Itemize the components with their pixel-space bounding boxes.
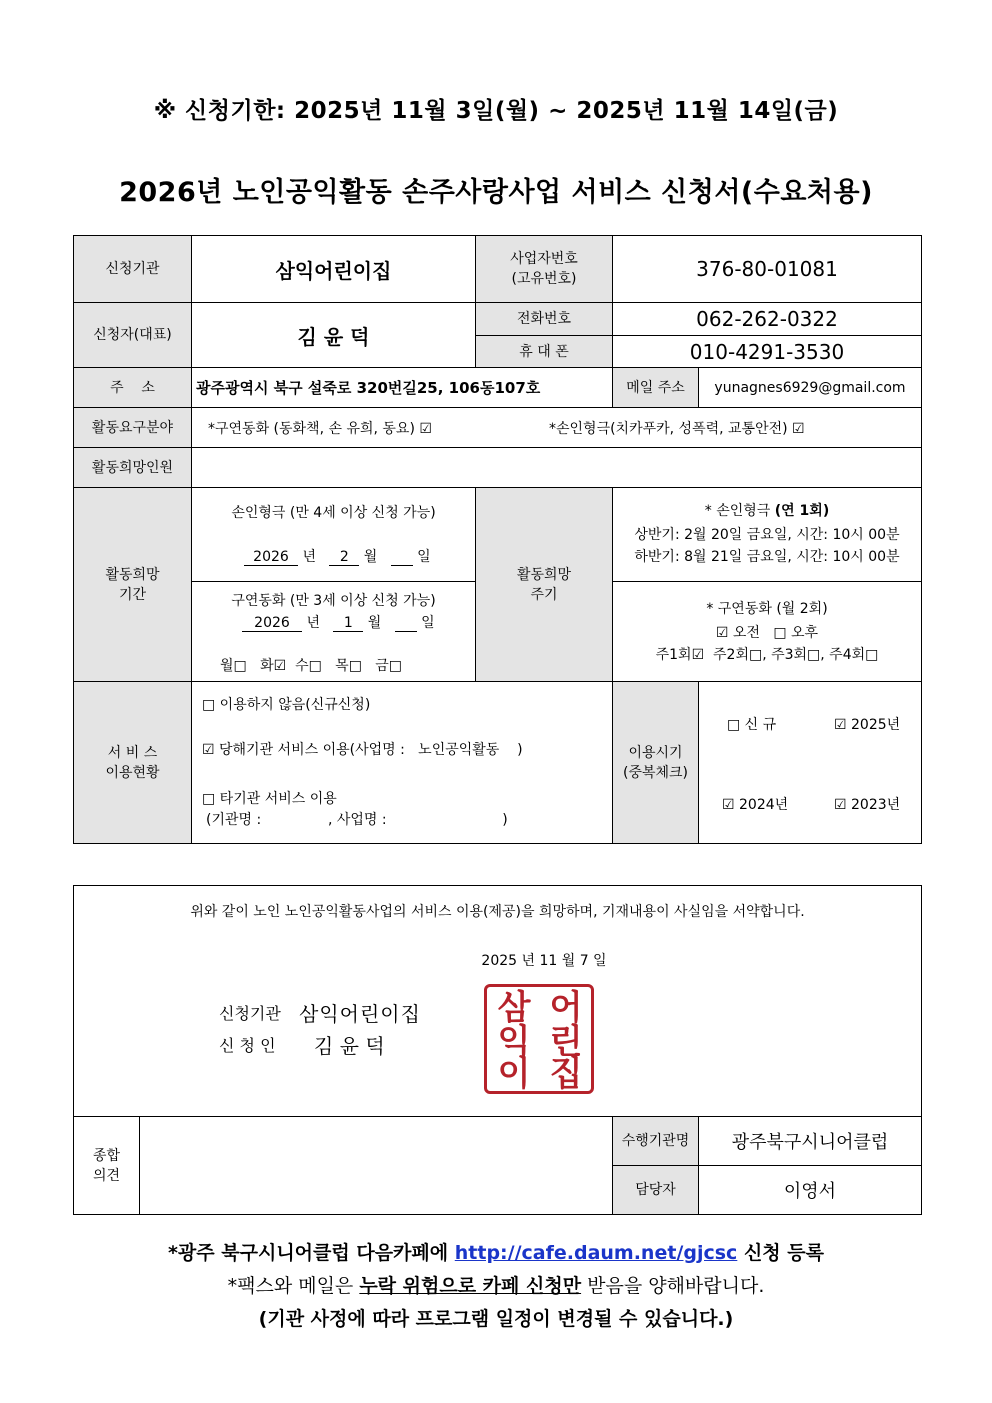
period-label <box>73 487 192 682</box>
period-label-line2: 기간 <box>118 586 147 603</box>
puppet-period-date <box>244 546 431 566</box>
email-value[interactable]: yunagnes6929@gmail.com <box>698 367 922 408</box>
form-title: 2026년 노인공익활동 손주사랑사업 서비스 신청서(수요처용) <box>119 177 873 208</box>
story-period-cell <box>191 581 476 682</box>
usage-label-line1: 이용시기 <box>628 744 683 761</box>
service-other-agency-detail[interactable]: (기관명 : , 사업명 : ) <box>206 812 508 828</box>
usage-2025-checkbox[interactable]: ☑ 2025년 <box>834 717 901 733</box>
service-option-none[interactable]: □ 이용하지 않음(신규신청) <box>202 697 371 713</box>
cycle-label-line2: 주기 <box>530 586 558 603</box>
puppet-year-field[interactable]: 2026 <box>244 549 298 566</box>
footer-line-2-suffix: 받음을 양해바랍니다. <box>581 1275 765 1297</box>
opinion-label-line2: 의견 <box>92 1167 121 1184</box>
applicant-label: 신청자(대표) <box>73 302 192 368</box>
pledge-org-value: 삼익어린이집 <box>299 1002 421 1026</box>
footer-line-2-prefix: *팩스와 메일은 <box>227 1275 360 1297</box>
address-value[interactable]: 광주광역시 북구 설죽로 320번길25, 106동107호 <box>191 367 613 408</box>
email-label: 메일 주소 <box>612 367 699 408</box>
puppet-period-title: 손인형극 (만 4세 이상 신청 가능) <box>231 505 436 521</box>
service-label-line1: 서 비 스 <box>107 744 158 761</box>
puppet-cycle-cell <box>612 487 922 582</box>
org-label: 신청기관 <box>73 235 192 303</box>
cafe-link[interactable]: http://cafe.daum.net/gjcsc <box>454 1242 738 1264</box>
usage-label-line2: (중복체크) <box>622 764 689 781</box>
mobile-value[interactable]: 010-4291-3530 <box>612 335 922 368</box>
usage-2024-checkbox[interactable]: ☑ 2024년 <box>722 797 789 813</box>
pledge-date: 2025 년 11 월 7 일 <box>481 953 607 969</box>
weekday-checkboxes[interactable]: 월□ 화☑ 수□ 목□ 금□ <box>220 658 403 674</box>
cycle-label <box>475 487 613 682</box>
applicant-value[interactable]: 김 윤 덕 <box>191 302 476 368</box>
puppet-cycle-first-half: 상반기: 2월 20일 금요일, 시간: 10시 00분 <box>634 527 900 543</box>
story-cycle-title: * 구연동화 (월 2회) <box>706 601 828 617</box>
puppet-cycle-title <box>613 500 921 520</box>
story-day-unit: 일 <box>421 615 435 631</box>
story-month-unit: 월 <box>367 615 382 631</box>
official-seal-stamp <box>484 984 594 1094</box>
footer-line-3: (기관 사정에 따라 프로그램 일정이 변경될 수 있습니다.) <box>258 1308 734 1330</box>
bizno-label-line1: 사업자번호 <box>510 251 578 267</box>
address-label: 주 소 <box>73 367 192 408</box>
pledge-applicant-value: 김 윤 덕 <box>314 1034 385 1058</box>
seal-char-1: 어 <box>549 988 583 1028</box>
field-puppet-checkbox[interactable]: *손인형극(치카푸카, 성폭력, 교통안전) ☑ <box>549 421 805 437</box>
pledge-applicant-label: 신 청 인 <box>219 1036 276 1055</box>
usage-2023-checkbox[interactable]: ☑ 2023년 <box>834 797 901 813</box>
puppet-cycle-title-text: * 손인형극 <box>704 503 775 519</box>
bizno-label <box>475 235 613 303</box>
period-label-line1: 활동희망 <box>105 566 160 583</box>
service-option-this-agency[interactable]: ☑ 당해기관 서비스 이용(사업명 : 노인공익활동 ) <box>202 742 523 758</box>
usage-new-checkbox[interactable]: □ 신 규 <box>727 717 777 733</box>
phone-label: 전화번호 <box>475 302 613 336</box>
usage-label <box>612 681 699 844</box>
field-story-checkbox[interactable]: *구연동화 (동화책, 손 유희, 동요) ☑ <box>208 421 432 437</box>
manager-label: 담당자 <box>612 1165 699 1215</box>
story-month-field[interactable]: 1 <box>333 615 363 632</box>
seal-char-3: 집 <box>549 1054 583 1094</box>
seal-char-4: 삼 <box>497 988 531 1028</box>
seal-char-5: 익 <box>497 1022 531 1062</box>
opinion-label-line1: 종합 <box>92 1147 121 1164</box>
footer-line-1-suffix: 신청 등록 <box>737 1242 824 1264</box>
service-option-other-agency[interactable]: □ 타기관 서비스 이용 <box>202 791 337 807</box>
puppet-cycle-frequency: (연 1회) <box>774 503 830 519</box>
footer-line-1 <box>0 1238 992 1265</box>
service-label <box>73 681 192 844</box>
story-cycle-frequency-checkboxes[interactable]: 주1회☑ 주2회□, 주3회□, 주4회□ <box>655 647 879 663</box>
pledge-statement: 위와 같이 노인 노인공익활동사업의 서비스 이용(제공)을 희망하며, 기재내용이 사실임을 서약합니다. <box>190 904 805 920</box>
seal-char-2: 린 <box>549 1022 583 1062</box>
headcount-label: 활동희망인원 <box>73 447 192 488</box>
puppet-period-cell <box>191 487 476 582</box>
footer-line-1-prefix: *광주 북구시니어클럽 다음카페에 <box>168 1242 455 1264</box>
seal-char-6: 이 <box>497 1054 531 1094</box>
field-cell <box>191 407 922 448</box>
story-year-field[interactable]: 2026 <box>242 615 302 632</box>
field-label: 활동요구분야 <box>73 407 192 448</box>
bizno-value[interactable]: 376-80-01081 <box>612 235 922 303</box>
service-label-line2: 이용현황 <box>105 764 160 781</box>
pledge-org-label: 신청기관 <box>219 1004 281 1023</box>
bizno-label-line2: (고유번호) <box>511 271 577 287</box>
puppet-day-field[interactable] <box>391 549 413 566</box>
opinion-label <box>73 1116 140 1215</box>
story-day-field[interactable] <box>395 615 417 632</box>
puppet-cycle-second-half: 하반기: 8월 21일 금요일, 시간: 10시 00분 <box>634 549 900 565</box>
service-cell <box>191 681 613 844</box>
puppet-day-unit: 일 <box>417 549 431 565</box>
story-cycle-time-checkboxes[interactable]: ☑ 오전 □ 오후 <box>715 625 819 641</box>
headcount-value[interactable] <box>191 447 922 488</box>
usage-cell <box>698 681 922 844</box>
puppet-month-unit: 월 <box>363 549 378 565</box>
footer-line-2-emphasis: 누락 위험으로 카페 신청만 <box>359 1275 582 1297</box>
story-period-title: 구연동화 (만 3세 이상 신청 가능) <box>231 593 436 609</box>
org-value[interactable]: 삼익어린이집 <box>191 235 476 303</box>
opinion-value[interactable] <box>139 1116 613 1215</box>
manager-value: 이영서 <box>698 1165 922 1215</box>
story-year-unit: 년 <box>306 615 320 631</box>
story-period-date <box>242 612 435 632</box>
application-deadline: ※ 신청기한: 2025년 11월 3일(월) ~ 2025년 11월 14일(금) <box>153 98 839 124</box>
puppet-year-unit: 년 <box>302 549 316 565</box>
agency-label: 수행기관명 <box>612 1116 699 1166</box>
agency-value: 광주북구시니어클럽 <box>698 1116 922 1166</box>
cycle-label-line1: 활동희망 <box>516 566 572 583</box>
phone-value[interactable]: 062-262-0322 <box>612 302 922 336</box>
story-cycle-cell <box>612 581 922 682</box>
puppet-month-field[interactable]: 2 <box>329 549 359 566</box>
footer-line-2 <box>0 1271 992 1298</box>
mobile-label: 휴 대 폰 <box>475 335 613 368</box>
